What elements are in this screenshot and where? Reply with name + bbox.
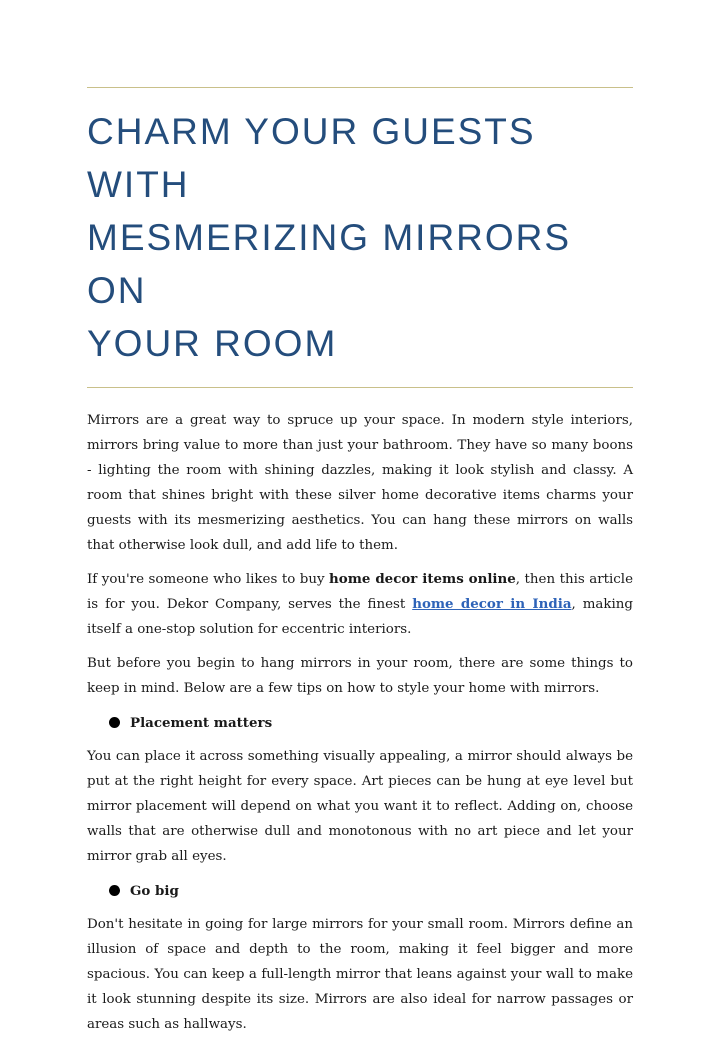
go-big-paragraph: Don't hesitate in going for large mirrors for your small room. Mirrors define an illusion of space and depth to the room, making it feel bigger and more spacious. You can keep a full-length mirror that leans against your wall to make it look stunning despite its size. Mirrors are also ideal for narrow passages or areas such as hallways. bbox=[87, 917, 633, 1032]
bullet-label: Go big bbox=[130, 882, 179, 899]
tips-intro-paragraph: But before you begin to hang mirrors in your room, there are some things to keep in mind. Below are a few tips on how to style your home with mirrors. bbox=[87, 656, 633, 696]
home-decor-india-link[interactable]: home decor in India bbox=[412, 596, 572, 612]
document-page bbox=[87, 0, 633, 1037]
top-divider bbox=[87, 87, 633, 88]
title-divider bbox=[87, 387, 633, 388]
bullet-icon bbox=[109, 717, 120, 728]
shop-text-2: , then this article is for you. Dekor Company, serves the finest bbox=[87, 572, 634, 612]
shop-paragraph bbox=[87, 567, 633, 642]
bullet-go-big bbox=[109, 878, 633, 903]
home-decor-online-bold: home decor items online bbox=[329, 571, 516, 587]
bullet-icon bbox=[109, 885, 120, 896]
intro-paragraph: Mirrors are a great way to spruce up your space. In modern style interiors, mirrors bring value to more than just your bathroom. They have so many boons - lighting the room with shining dazzles, making it look stylish and classy. A room that shines bright with these silver home decorative items charms your guests with its mesmerizing aesthetics. You can hang these mirrors on walls that otherwise look dull, and add life to them. bbox=[87, 413, 633, 553]
shop-text-3: , making itself a one-stop solution for eccentric interiors. bbox=[87, 597, 633, 637]
title-line: YOUR ROOM bbox=[87, 323, 338, 364]
title-line: MESMERIZING MIRRORS ON bbox=[87, 217, 572, 311]
title-line: CHARM YOUR GUESTS WITH bbox=[87, 111, 536, 205]
bullet-label: Placement matters bbox=[130, 714, 273, 731]
placement-paragraph: You can place it across something visually appealing, a mirror should always be put at the right height for every space. Art pieces can be hung at eye level but mirror placement will depend on what you want it to reflect. Adding on, choose walls that are otherwise dull and monotonous with no art piece and let your mirror grab all eyes. bbox=[87, 749, 633, 864]
shop-text-1: If you're someone who likes to buy bbox=[87, 572, 330, 587]
bullet-placement bbox=[109, 710, 633, 735]
page-title bbox=[87, 105, 633, 370]
